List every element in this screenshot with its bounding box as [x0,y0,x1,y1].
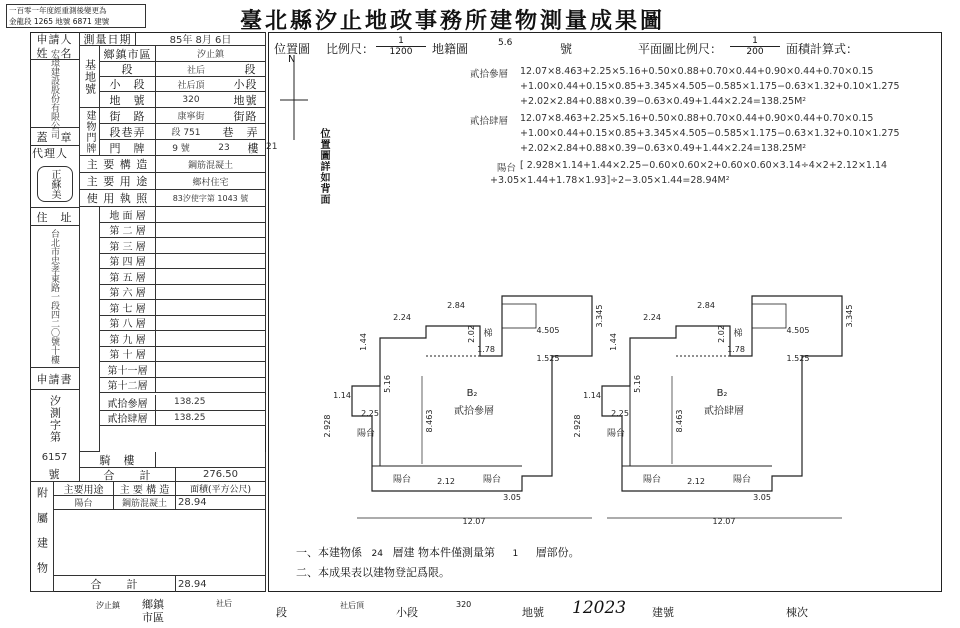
formula-balcony-label: 陽台 [496,163,516,174]
floor-area [156,378,266,394]
north-arrow-icon [270,54,318,144]
floor-label: 第 四 層 [100,254,156,270]
room-floor-label: 貳拾參層 [454,406,494,417]
base-label: 基地號 [80,46,100,108]
floor-area [156,269,266,285]
formula-24-line: 12.07×8.463+2.25×5.16+0.50×0.88+0.70×0.44+0.90×0.44+0.70×0.15 [520,113,874,124]
dim-balcony-d: 1.14 [333,391,351,400]
dim-total-width: 12.07 [712,517,736,526]
floor-label: 貳拾參層 [100,395,156,411]
dim-top-left: 2.24 [643,313,661,322]
dim-left-top: 1.44 [359,333,368,351]
dim-entry: 1.78 [727,345,745,354]
note-2: 二、本成果表以建物登記爲限。 [296,566,450,579]
dim-left-top: 1.44 [609,333,618,351]
survey-date-value: 85年 8月 6日 [136,32,266,46]
use-value: 鄉村住宅 [156,173,266,190]
footer-bldg-order-label: 棟次 [786,606,808,619]
dim-depth: 8.463 [675,409,684,433]
lane-label: 段巷弄 [100,124,156,140]
scale-fraction [376,36,426,57]
note-1-floors: 24 [371,549,383,559]
formula-24-lines [520,113,900,158]
dim-entry: 1.78 [477,345,495,354]
section-suffix: 段 [236,62,266,77]
floor-area: 138.25 [156,395,266,411]
floor-spacer [80,207,100,452]
stair-box [752,304,786,328]
balcony-label-bottom-right: 陽台 [732,475,752,485]
footer-lot-value: 320 [456,600,472,609]
total-value: 276.50 [176,468,266,482]
document-title: 臺北縣汐止地政事務所建物測量成果圖 [240,8,666,34]
seal-label: 蓋 章 [30,128,80,146]
attached-struct-value: 鋼筋混凝土 [114,496,176,510]
formula-24 [470,113,900,158]
floor-label: 第 二 層 [100,223,156,239]
footer-section-label: 段 [276,606,287,619]
footer-town-value: 汐止鎮 [96,601,120,610]
formula-24-label: 貳拾肆層 [470,116,509,127]
balcony-label-bottom-left: 陽台 [392,475,412,485]
license-value: 83汐使字第 1043 號 [156,190,266,207]
floor-label: 第 六 層 [100,285,156,301]
floor-plan-24 [573,286,880,536]
district-label: 鄉鎮市區 [100,46,156,62]
floor-label: 第十二層 [100,378,156,394]
floor-label: 第 五 層 [100,269,156,285]
dim-balcony-bottom: 2.12 [437,477,455,486]
floor-label: 第十一層 [100,362,156,378]
street-suffix: 街路 [226,108,266,124]
lane-value: 段 751 [156,124,216,140]
structure-value: 鋼筋混凝土 [156,156,266,173]
dim-balcony-bottom: 2.12 [687,477,705,486]
agent-seal: 正蘇美 [37,166,73,202]
scale-numerator: 1 [376,36,426,47]
roof-label: 騎 樓 [80,452,156,468]
license-label: 使 用 執 照 [80,190,156,207]
floor-area [156,207,266,223]
floor-area [156,347,266,363]
agent-seal-box [30,160,80,208]
note-1-post: 層部份。 [535,546,580,559]
formula-23-lines [520,66,900,111]
stair-label: 梯 [733,329,743,339]
structure-label: 主 要 構 造 [80,156,156,173]
floor-area [156,331,266,347]
scale-denominator: 1200 [389,47,413,57]
dim-stair: 4.505 [536,326,560,335]
cadastral-map-suffix: 號 [560,42,573,56]
stamp-line-2: 金龍段 1265 地號 6871 建號 [9,17,110,26]
attached-use-value: 陽台 [54,496,114,510]
dim-core: 2.02 [467,325,476,343]
subsection-value: 社后頂 [156,77,226,92]
street-label: 街 路 [100,108,156,124]
formula-24-line: +2.02×2.84+0.88×0.39−0.63×0.49+1.44×2.24=138.25M² [520,143,807,154]
lot-suffix: 地號 [226,92,266,108]
plan-scale-denominator: 200 [746,47,764,57]
attached-struct-header: 主 要 構 造 [114,482,176,496]
attached-use-header: 主要用途 [54,482,114,496]
dim-balcony-d: 1.14 [583,391,601,400]
name-label: 姓 名 [30,46,80,60]
floor-label: 貳拾肆層 [100,411,156,427]
floor-label: 地 面 層 [100,207,156,223]
footer-building-label: 建號 [652,606,674,619]
balcony-label-bottom-right: 陽台 [482,475,502,485]
note-1 [296,544,580,560]
note-1-floor: 1 [512,549,519,559]
floor-area [156,238,266,254]
formula-24-line: +1.00×0.44+0.15×0.85+3.345×4.505−0.585×1.175−0.63×1.32+0.10×1.275 [520,128,900,139]
formula-23-line: +2.02×2.84+0.88×0.39−0.63×0.49+1.44×2.24=138.25M² [520,96,807,107]
location-note: 位置圖詳如背面 [318,128,329,205]
footer-building-no: 12023 [572,598,627,618]
dim-right-top: 3.345 [845,304,854,328]
room-code: B₂ [466,388,478,399]
balcony-label-left: 陽台 [606,429,626,439]
appl-no-suffix: 號 [30,466,80,482]
address-text: 台北市忠孝東路一段四二〇號十樓 [49,229,59,364]
address-value [30,226,80,368]
dim-core: 2.02 [717,325,726,343]
attached-area-value: 28.94 [176,496,266,510]
dim-stair: 4.505 [786,326,810,335]
street-value: 康寧街 [156,108,226,124]
floor-area [156,300,266,316]
applicant-label: 申請人 [30,32,80,46]
dim-depth: 8.463 [425,409,434,433]
attached-total-label: 合 計 [54,576,176,592]
attached-empty [54,510,266,576]
dim-top-mid: 2.84 [697,301,715,310]
floor-area: 138.25 [156,411,266,427]
attached-area-header: 面積(平方公尺) [176,482,266,496]
room-floor-label: 貳拾肆層 [704,406,744,417]
section-label: 段 [100,62,156,77]
plan-scale-numerator: 1 [730,36,780,47]
dim-top-mid: 2.84 [447,301,465,310]
door-floor-value: 23 [206,140,242,156]
district-value: 汐止鎮 [156,46,266,62]
dim-bottom: 3.05 [503,493,521,502]
dim-balcony-w: 2.25 [611,409,629,418]
floor-label: 第 十 層 [100,347,156,363]
total-label: 合 計 [80,468,176,482]
dim-side: 5.16 [633,375,642,393]
appl-no-value: 6157 [30,448,80,466]
plan-scale-fraction [730,36,780,57]
location-map-label: 位置圖 [274,42,311,56]
dim-balcony-side: 2.928 [323,414,332,438]
formula-23 [470,66,900,111]
footer-section-value: 社后 [216,599,232,608]
cadastral-map-no: 5.6 [498,38,513,48]
door-label: 建物門牌 [80,108,100,156]
floor-label: 第 八 層 [100,316,156,332]
dim-total-width: 12.07 [462,517,486,526]
attached-total-value: 28.94 [176,576,266,592]
floor-area [156,223,266,239]
north-label: N [288,54,296,65]
attached-label: 附屬建物 [30,482,54,592]
balcony-label-bottom-left: 陽台 [642,475,662,485]
roof-value [156,452,266,468]
applicant-name-text: 宏璟建設股份有限公司 [49,48,59,139]
area-calc-label: 面積計算式： [786,42,859,56]
room-code: B₂ [716,388,728,399]
floor-area [156,285,266,301]
stair-label: 梯 [483,329,493,339]
subsection-label: 小 段 [100,77,156,92]
appl-no-text: 汐測字第 [30,390,80,448]
note-1-pre: 一、本建物係 [296,546,362,559]
formula-23-line: 12.07×8.463+2.25×5.16+0.50×0.88+0.70×0.44+0.90×0.44+0.70×0.15 [520,66,874,77]
use-label: 主 要 用 途 [80,173,156,190]
formula-block [470,66,900,190]
address-label: 住 址 [30,208,80,226]
floor-label: 第 三 層 [100,238,156,254]
floor-area [156,254,266,270]
subsection-suffix: 小段 [226,77,266,92]
floor-area [156,316,266,332]
door-floor-suffix: 樓 [242,140,266,156]
revision-stamp [6,4,146,28]
door-no-value: 9 號 [156,140,206,156]
floor-area [156,362,266,378]
appl-no-label: 申請書 [30,368,80,390]
note-1-mid: 層建 物本件僅測量第 [392,546,495,559]
dim-bottom: 3.05 [753,493,771,502]
dim-right: 1.525 [536,354,560,363]
dim-side: 5.16 [383,375,392,393]
formula-balcony-line: +3.05×1.44+1.78×1.93]÷2−3.05×1.44=28.94M² [490,175,730,186]
lane-suffix: 巷 弄 [216,124,266,140]
dim-right: 1.525 [786,354,810,363]
dim-top-left: 2.24 [393,313,411,322]
scale-label: 比例尺： [326,42,375,56]
footer-subsection-label: 小段 [396,606,418,619]
door-annotation: 21 [266,142,278,152]
cadastral-map-label: 地籍圖 [432,42,469,56]
dim-right-top: 3.345 [595,304,604,328]
footer-subsection-value: 社后頂 [340,601,364,610]
footer-town-label: 鄉鎮市區 [142,598,164,624]
formula-balcony [470,160,900,190]
door-no-label: 門 牌 [100,140,156,156]
dim-balcony-w: 2.25 [361,409,379,418]
formula-23-line: +1.00×0.44+0.15×0.85+3.345×4.505−0.585×1.175−0.63×1.32+0.10×1.275 [520,81,900,92]
floor-plan-23 [323,286,604,536]
formula-23-label: 貳拾參層 [470,69,509,80]
formula-balcony-line: [ 2.928×1.14+1.44×2.25−0.60×0.60×2+0.60×0.60×3.14÷4×2+2.12×1.14 [520,160,888,171]
stair-box [502,304,536,328]
dim-balcony-side: 2.928 [573,414,582,438]
plan-scale-label: 平面圖比例尺： [638,42,723,56]
balcony-label-left: 陽台 [356,429,376,439]
agent-label: 代理人 [30,146,80,160]
lot-value: 320 [156,92,226,108]
floor-label: 第 九 層 [100,331,156,347]
footer-lot-label: 地號 [522,606,544,619]
section-value: 社后 [156,62,236,77]
stamp-line-1: 一百零一年度經重測後變更為 [9,6,107,15]
floor-label: 第 七 層 [100,300,156,316]
lot-label: 地 號 [100,92,156,108]
survey-date-label: 測量日期 [80,32,136,46]
